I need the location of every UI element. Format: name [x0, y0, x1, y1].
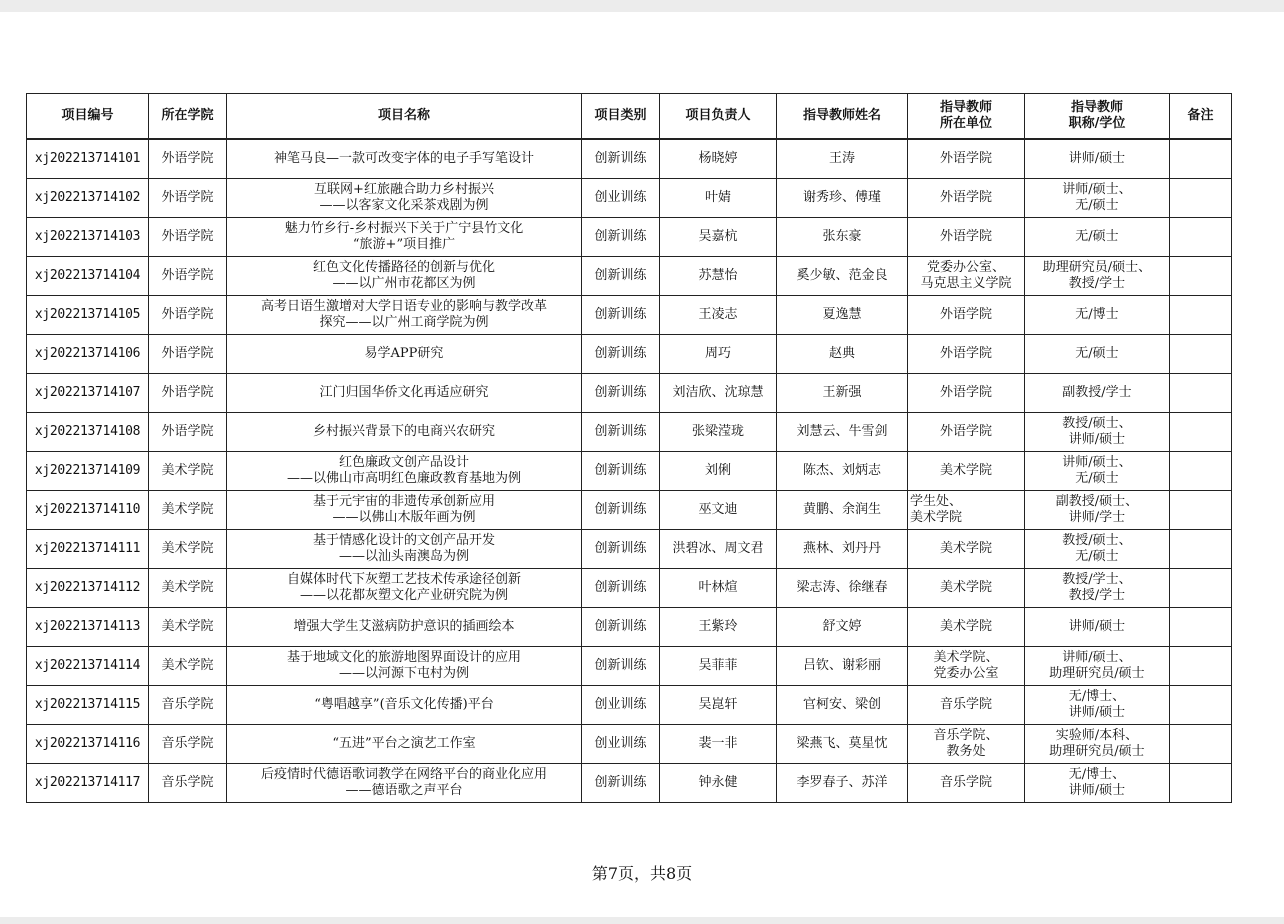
- cell-line: 外语学院: [939, 346, 992, 361]
- cell-line: 探究——以广州工商学院为例: [319, 315, 489, 330]
- table-row: [27, 491, 1232, 530]
- project-name-cell: [227, 139, 582, 179]
- cell-line: 外语学院: [939, 307, 992, 322]
- college-cell: 美术学院: [149, 530, 227, 569]
- note-cell: [1170, 491, 1232, 530]
- advisor-name-cell: 夏逸慧: [777, 296, 908, 335]
- college-cell: 美术学院: [149, 647, 227, 686]
- project-name-cell: [227, 179, 582, 218]
- note-cell: [1170, 608, 1232, 647]
- leader-cell: 叶婧: [660, 179, 777, 218]
- cell-line: 增强大学生艾滋病防护意识的插画绘本: [293, 619, 515, 634]
- advisor-name-cell: 李罗春子、苏洋: [777, 764, 908, 803]
- advisor-unit-cell: [908, 374, 1025, 413]
- project-code-cell: xj202213714116: [27, 725, 149, 764]
- cell-line: 党委办公室、: [926, 260, 1005, 275]
- advisor-title-cell: [1025, 218, 1170, 257]
- header-leader: [660, 94, 777, 140]
- note-cell: [1170, 569, 1232, 608]
- note-cell: [1170, 413, 1232, 452]
- note-cell: [1170, 139, 1232, 179]
- advisor-unit-cell: [908, 296, 1025, 335]
- advisor-title-cell: [1025, 530, 1170, 569]
- cell-line: 讲师/硕士: [1068, 783, 1126, 798]
- leader-cell: 钟永健: [660, 764, 777, 803]
- leader-cell: 杨晓婷: [660, 139, 777, 179]
- category-cell: 创新训练: [582, 491, 660, 530]
- header-note: [1170, 94, 1232, 140]
- advisor-title-cell: [1025, 296, 1170, 335]
- project-table: [26, 93, 1232, 803]
- college-cell: 音乐学院: [149, 764, 227, 803]
- category-cell: 创业训练: [582, 686, 660, 725]
- cell-line: 美术学院、: [933, 650, 999, 665]
- project-name-cell: [227, 218, 582, 257]
- table-row: [27, 647, 1232, 686]
- cell-line: 无/硕士: [1075, 346, 1119, 361]
- table-header-row: [27, 94, 1232, 140]
- header-category: [582, 94, 660, 140]
- project-name-cell: [227, 296, 582, 335]
- cell-line: 副教授/硕士、: [1055, 494, 1139, 509]
- advisor-unit-cell: [908, 491, 1025, 530]
- advisor-title-cell: [1025, 764, 1170, 803]
- college-cell: 美术学院: [149, 491, 227, 530]
- advisor-title-cell: [1025, 491, 1170, 530]
- cell-line: 外语学院: [939, 424, 992, 439]
- cell-line: ——以佛山木版年画为例: [332, 510, 476, 525]
- category-cell: 创业训练: [582, 725, 660, 764]
- note-cell: [1170, 764, 1232, 803]
- college-cell: 外语学院: [149, 257, 227, 296]
- table-row: [27, 530, 1232, 569]
- advisor-unit-cell: [908, 452, 1025, 491]
- table-row: [27, 296, 1232, 335]
- cell-line: 乡村振兴背景下的电商兴农研究: [312, 424, 495, 439]
- leader-cell: 张梁滢珑: [660, 413, 777, 452]
- project-code-cell: xj202213714104: [27, 257, 149, 296]
- cell-line: 无/硕士: [1075, 471, 1119, 486]
- table-row: [27, 686, 1232, 725]
- project-name-cell: [227, 608, 582, 647]
- table-row: [27, 218, 1232, 257]
- cell-line: 基于地域文化的旅游地图界面设计的应用: [286, 650, 521, 665]
- table-row: [27, 257, 1232, 296]
- cell-line: 所在单位: [939, 116, 992, 131]
- table-row: [27, 179, 1232, 218]
- table-row: [27, 764, 1232, 803]
- cell-line: 神笔马良—一款可改变字体的电子手写笔设计: [273, 151, 534, 166]
- note-cell: [1170, 218, 1232, 257]
- table-row: [27, 452, 1232, 491]
- cell-line: ——以河源下屯村为例: [338, 666, 469, 681]
- note-cell: [1170, 296, 1232, 335]
- cell-line: 自媒体时代下灰塑工艺技术传承途径创新: [286, 572, 521, 587]
- college-cell: 音乐学院: [149, 686, 227, 725]
- cell-line: 外语学院: [939, 229, 992, 244]
- advisor-unit-cell: [908, 647, 1025, 686]
- advisor-name-cell: 官柯安、梁创: [777, 686, 908, 725]
- leader-cell: 吴嘉杭: [660, 218, 777, 257]
- category-cell: 创新训练: [582, 335, 660, 374]
- cell-line: 讲师/硕士: [1068, 705, 1126, 720]
- cell-line: 无/硕士: [1075, 198, 1119, 213]
- cell-line: 实验师/本科、: [1055, 728, 1139, 743]
- advisor-title-cell: [1025, 179, 1170, 218]
- cell-line: 魅力竹乡行-乡村振兴下关于广宁县竹文化: [284, 221, 524, 236]
- cell-line: 助理研究员/硕士、: [1042, 260, 1152, 275]
- project-name-cell: [227, 374, 582, 413]
- project-code-cell: xj202213714114: [27, 647, 149, 686]
- advisor-name-cell: 吕钦、谢彩丽: [777, 647, 908, 686]
- leader-cell: 叶林煊: [660, 569, 777, 608]
- cell-line: 无/博士、: [1068, 689, 1126, 704]
- project-name-cell: [227, 452, 582, 491]
- project-code-cell: xj202213714111: [27, 530, 149, 569]
- note-cell: [1170, 530, 1232, 569]
- college-cell: 美术学院: [149, 452, 227, 491]
- note-cell: [1170, 179, 1232, 218]
- cell-line: 美术学院: [939, 541, 992, 556]
- project-code-cell: xj202213714105: [27, 296, 149, 335]
- note-cell: [1170, 647, 1232, 686]
- cell-line: 讲师/硕士、: [1062, 650, 1132, 665]
- advisor-title-cell: [1025, 413, 1170, 452]
- advisor-name-cell: 王新强: [777, 374, 908, 413]
- cell-line: 项目类别: [594, 108, 647, 123]
- project-code-cell: xj202213714113: [27, 608, 149, 647]
- cell-line: 无/硕士: [1075, 549, 1119, 564]
- cell-line: ——以汕头南澳岛为例: [338, 549, 469, 564]
- advisor-name-cell: 奚少敏、范金良: [777, 257, 908, 296]
- advisor-unit-cell: [908, 764, 1025, 803]
- note-cell: [1170, 452, 1232, 491]
- cell-line: 助理研究员/硕士: [1049, 744, 1145, 759]
- project-code-cell: xj202213714101: [27, 139, 149, 179]
- cell-line: 讲师/学士: [1068, 510, 1126, 525]
- advisor-name-cell: 陈杰、刘炳志: [777, 452, 908, 491]
- project-code-cell: xj202213714112: [27, 569, 149, 608]
- note-cell: [1170, 374, 1232, 413]
- cell-line: 教授/学士: [1068, 276, 1126, 291]
- note-cell: [1170, 257, 1232, 296]
- header-advisor-unit: [908, 94, 1025, 140]
- table-row: [27, 139, 1232, 179]
- cell-line: “旅游+”项目推广: [352, 237, 456, 252]
- page-number: 第7页，共8页: [591, 864, 693, 883]
- category-cell: 创新训练: [582, 296, 660, 335]
- cell-line: 党委办公室: [933, 666, 999, 681]
- category-cell: 创新训练: [582, 647, 660, 686]
- college-cell: 音乐学院: [149, 725, 227, 764]
- project-name-cell: [227, 725, 582, 764]
- category-cell: 创新训练: [582, 374, 660, 413]
- cell-line: 指导教师: [1070, 100, 1123, 115]
- table-row: [27, 725, 1232, 764]
- advisor-title-cell: [1025, 452, 1170, 491]
- cell-line: 所在学院: [161, 108, 214, 123]
- cell-line: 助理研究员/硕士: [1049, 666, 1145, 681]
- advisor-name-cell: 舒文婷: [777, 608, 908, 647]
- cell-line: 项目编号: [61, 108, 114, 123]
- header-advisor-name: [777, 94, 908, 140]
- cell-line: 高考日语生激增对大学日语专业的影响与教学改革: [260, 299, 547, 314]
- cell-line: 互联网+红旅融合助力乡村振兴: [314, 182, 494, 197]
- note-cell: [1170, 335, 1232, 374]
- cell-line: 项目名称: [377, 108, 430, 123]
- project-code-cell: xj202213714106: [27, 335, 149, 374]
- header-advisor-title: [1025, 94, 1170, 140]
- cell-line: 外语学院: [939, 385, 992, 400]
- leader-cell: 周巧: [660, 335, 777, 374]
- advisor-unit-cell: [908, 139, 1025, 179]
- cell-line: 备注: [1187, 108, 1214, 123]
- advisor-title-cell: [1025, 374, 1170, 413]
- project-code-cell: xj202213714110: [27, 491, 149, 530]
- category-cell: 创新训练: [582, 413, 660, 452]
- cell-line: 指导教师: [939, 100, 992, 115]
- header-college: [149, 94, 227, 140]
- college-cell: 外语学院: [149, 413, 227, 452]
- college-cell: 外语学院: [149, 218, 227, 257]
- cell-line: 外语学院: [939, 151, 992, 166]
- project-code-cell: xj202213714117: [27, 764, 149, 803]
- cell-line: 讲师/硕士: [1068, 619, 1126, 634]
- cell-line: 易学APP研究: [364, 346, 444, 361]
- cell-line: 学生处、: [910, 494, 963, 509]
- college-cell: 美术学院: [149, 608, 227, 647]
- cell-line: 指导教师姓名: [802, 108, 881, 123]
- advisor-unit-cell: [908, 218, 1025, 257]
- advisor-unit-cell: [908, 413, 1025, 452]
- table-body: [27, 139, 1232, 803]
- cell-line: ——德语歌之声平台: [345, 783, 463, 798]
- project-name-cell: [227, 413, 582, 452]
- cell-line: ——以花都灰塑文化产业研究院为例: [299, 588, 508, 603]
- leader-cell: 裴一非: [660, 725, 777, 764]
- cell-line: 美术学院: [939, 580, 992, 595]
- cell-line: ——以客家文化采茶戏剧为例: [319, 198, 489, 213]
- cell-line: 教务处: [946, 744, 986, 759]
- cell-line: 讲师/硕士、: [1062, 182, 1132, 197]
- leader-cell: 吴崑轩: [660, 686, 777, 725]
- leader-cell: 王紫玲: [660, 608, 777, 647]
- cell-line: “五进”平台之演艺工作室: [332, 736, 476, 751]
- advisor-unit-cell: [908, 569, 1025, 608]
- cell-line: 美术学院: [910, 510, 963, 525]
- table-row: [27, 374, 1232, 413]
- leader-cell: 刘洁欣、沈琼慧: [660, 374, 777, 413]
- advisor-unit-cell: [908, 257, 1025, 296]
- advisor-unit-cell: [908, 530, 1025, 569]
- category-cell: 创新训练: [582, 218, 660, 257]
- category-cell: 创新训练: [582, 257, 660, 296]
- leader-cell: 苏慧怡: [660, 257, 777, 296]
- cell-line: ——以佛山市高明红色廉政教育基地为例: [286, 471, 521, 486]
- cell-line: 讲师/硕士: [1068, 151, 1126, 166]
- cell-line: 美术学院: [939, 619, 992, 634]
- cell-line: 无/博士: [1075, 307, 1119, 322]
- cell-line: 美术学院: [939, 463, 992, 478]
- category-cell: 创新训练: [582, 452, 660, 491]
- advisor-title-cell: [1025, 335, 1170, 374]
- advisor-name-cell: 赵典: [777, 335, 908, 374]
- cell-line: 外语学院: [939, 190, 992, 205]
- document-page: [0, 12, 1284, 917]
- advisor-title-cell: [1025, 725, 1170, 764]
- project-code-cell: xj202213714108: [27, 413, 149, 452]
- college-cell: 外语学院: [149, 179, 227, 218]
- leader-cell: 巫文迪: [660, 491, 777, 530]
- advisor-name-cell: 王涛: [777, 139, 908, 179]
- cell-line: 后疫情时代德语歌词教学在网络平台的商业化应用: [260, 767, 547, 782]
- cell-line: 基于情感化设计的文创产品开发: [312, 533, 495, 548]
- advisor-title-cell: [1025, 569, 1170, 608]
- table-row: [27, 569, 1232, 608]
- project-code-cell: xj202213714102: [27, 179, 149, 218]
- cell-line: 音乐学院: [939, 697, 992, 712]
- advisor-title-cell: [1025, 608, 1170, 647]
- cell-line: 红色文化传播路径的创新与优化: [312, 260, 495, 275]
- cell-line: 无/硕士: [1075, 229, 1119, 244]
- leader-cell: 刘俐: [660, 452, 777, 491]
- advisor-title-cell: [1025, 647, 1170, 686]
- college-cell: 美术学院: [149, 569, 227, 608]
- category-cell: 创新训练: [582, 139, 660, 179]
- advisor-unit-cell: [908, 608, 1025, 647]
- note-cell: [1170, 725, 1232, 764]
- category-cell: 创新训练: [582, 764, 660, 803]
- advisor-name-cell: 梁志涛、徐继春: [777, 569, 908, 608]
- category-cell: 创新训练: [582, 608, 660, 647]
- advisor-unit-cell: [908, 179, 1025, 218]
- category-cell: 创新训练: [582, 530, 660, 569]
- table-row: [27, 335, 1232, 374]
- leader-cell: 洪碧冰、周文君: [660, 530, 777, 569]
- advisor-name-cell: 张东豪: [777, 218, 908, 257]
- advisor-name-cell: 刘慧云、牛雪剑: [777, 413, 908, 452]
- project-name-cell: [227, 257, 582, 296]
- cell-line: 职称/学位: [1068, 116, 1126, 131]
- advisor-name-cell: 谢秀珍、傅瑾: [777, 179, 908, 218]
- college-cell: 外语学院: [149, 335, 227, 374]
- advisor-unit-cell: [908, 686, 1025, 725]
- cell-line: 马克思主义学院: [920, 276, 1012, 291]
- cell-line: 音乐学院: [939, 775, 992, 790]
- cell-line: 音乐学院、: [933, 728, 999, 743]
- table-row: [27, 608, 1232, 647]
- project-name-cell: [227, 686, 582, 725]
- cell-line: 项目负责人: [685, 108, 751, 123]
- cell-line: 教授/学士、: [1062, 572, 1132, 587]
- header-project-name: [227, 94, 582, 140]
- project-code-cell: xj202213714103: [27, 218, 149, 257]
- college-cell: 外语学院: [149, 296, 227, 335]
- category-cell: 创业训练: [582, 179, 660, 218]
- cell-line: 红色廉政文创产品设计: [338, 455, 469, 470]
- advisor-unit-cell: [908, 335, 1025, 374]
- college-cell: 外语学院: [149, 139, 227, 179]
- cell-line: ——以广州市花都区为例: [332, 276, 476, 291]
- advisor-title-cell: [1025, 139, 1170, 179]
- project-code-cell: xj202213714109: [27, 452, 149, 491]
- table-row: [27, 413, 1232, 452]
- cell-line: 基于元宇宙的非遗传承创新应用: [312, 494, 495, 509]
- cell-line: 讲师/硕士、: [1062, 455, 1132, 470]
- note-cell: [1170, 686, 1232, 725]
- advisor-unit-cell: [908, 725, 1025, 764]
- header-project-code: [27, 94, 149, 140]
- project-name-cell: [227, 530, 582, 569]
- cell-line: 教授/硕士、: [1062, 416, 1132, 431]
- project-name-cell: [227, 647, 582, 686]
- advisor-name-cell: 梁燕飞、莫星忱: [777, 725, 908, 764]
- project-code-cell: xj202213714107: [27, 374, 149, 413]
- cell-line: 无/博士、: [1068, 767, 1126, 782]
- cell-line: 教授/学士: [1068, 588, 1126, 603]
- project-name-cell: [227, 569, 582, 608]
- leader-cell: 吴菲菲: [660, 647, 777, 686]
- cell-line: 江门归国华侨文化再适应研究: [319, 385, 489, 400]
- college-cell: 外语学院: [149, 374, 227, 413]
- advisor-title-cell: [1025, 257, 1170, 296]
- cell-line: 讲师/硕士: [1068, 432, 1126, 447]
- advisor-title-cell: [1025, 686, 1170, 725]
- cell-line: 教授/硕士、: [1062, 533, 1132, 548]
- advisor-name-cell: 黄鹏、余润生: [777, 491, 908, 530]
- project-code-cell: xj202213714115: [27, 686, 149, 725]
- advisor-name-cell: 燕林、刘丹丹: [777, 530, 908, 569]
- cell-line: “粤唱越享”(音乐文化传播)平台: [314, 697, 494, 712]
- project-name-cell: [227, 335, 582, 374]
- project-name-cell: [227, 764, 582, 803]
- project-name-cell: [227, 491, 582, 530]
- category-cell: 创新训练: [582, 569, 660, 608]
- leader-cell: 王凌志: [660, 296, 777, 335]
- cell-line: 副教授/学士: [1062, 385, 1132, 400]
